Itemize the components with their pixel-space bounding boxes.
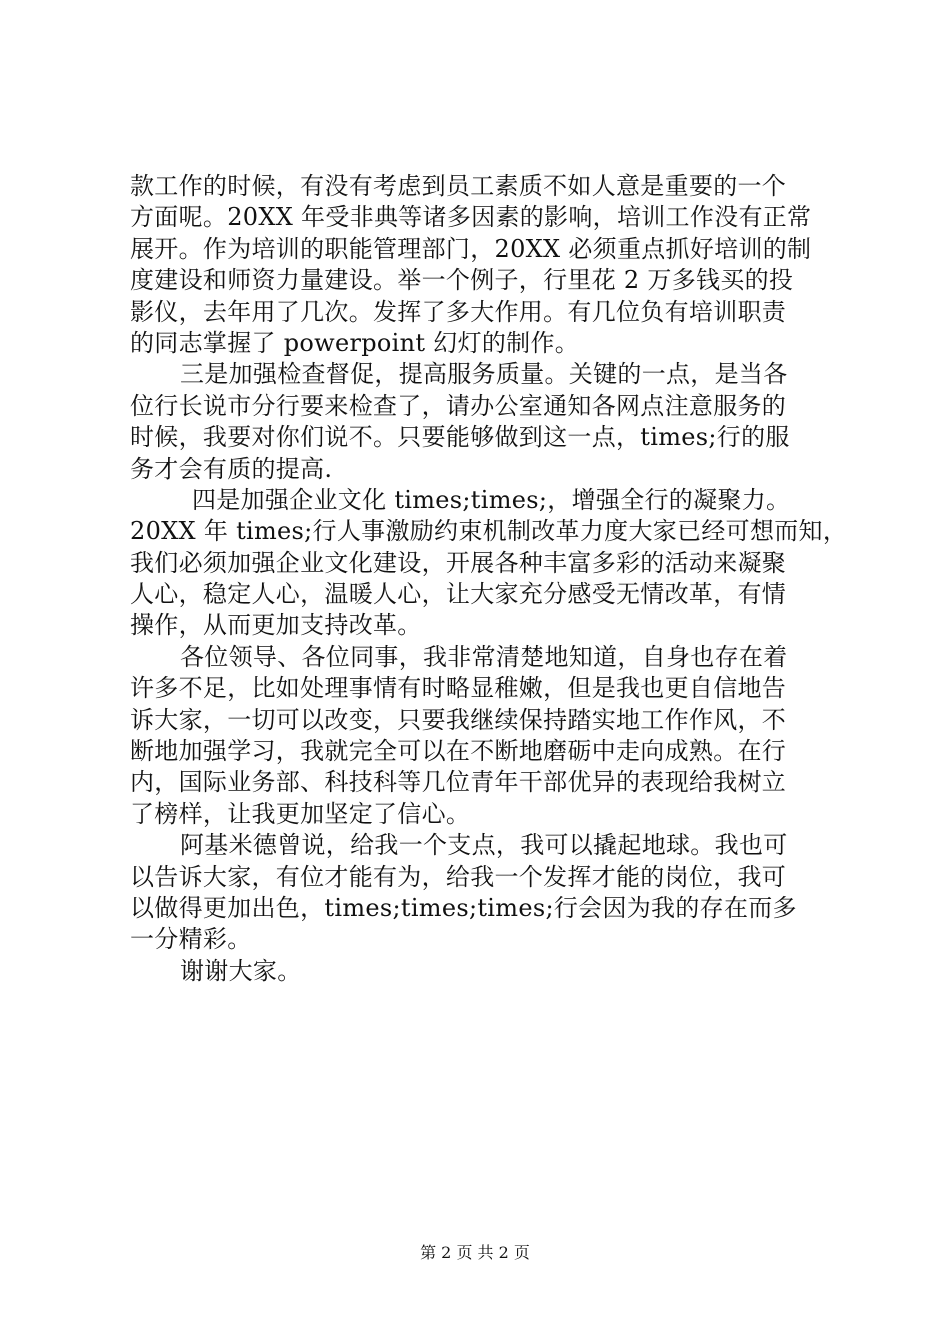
text-line: 断地加强学习，我就完全可以在不断地磨砺中走向成熟。在行 (130, 737, 787, 766)
text-line: 务才会有质的提高. (130, 454, 333, 483)
text-line: 一分精彩。 (130, 925, 252, 954)
text-line: 位行长说市分行要来检查了，请办公室通知各网点注意服务的 (130, 391, 787, 420)
text-line: 我们必须加强企业文化建设，开展各种丰富多彩的活动来凝聚 (130, 548, 787, 577)
text-line: 20XX 年 times;行人事激励约束机制改革力度大家已经可想而知， (130, 517, 848, 546)
text-line: 度建设和师资力量建设。举一个例子，行里花 2 万多钱买的投 (130, 266, 794, 295)
text-line: 以做得更加出色，times;times;times;行会因为我的存在而多 (130, 893, 797, 922)
paragraph-start-line: 各位领导、各位同事，我非常清楚地知道，自身也存在着 (180, 642, 788, 671)
paragraph-start-line: 阿基米德曾说，给我一个支点，我可以撬起地球。我也可 (180, 831, 788, 860)
text-line: 方面呢。20XX 年受非典等诸多因素的影响，培训工作没有正常 (130, 203, 812, 232)
text-line: 操作，从而更加支持改革。 (130, 611, 422, 640)
text-line: 了榜样，让我更加坚定了信心。 (130, 799, 471, 828)
closing-line: 谢谢大家。 (180, 956, 302, 985)
document-body (130, 171, 848, 987)
text-line: 展开。作为培训的职能管理部门，20XX 必须重点抓好培训的制 (130, 234, 812, 263)
paragraph-start-line: 四是加强企业文化 times;times;，增强全行的凝聚力。 (192, 485, 791, 514)
paragraph-start-line: 三是加强检查督促，提高服务质量。关键的一点，是当各 (180, 360, 788, 389)
text-line: 人心，稳定人心，温暖人心，让大家充分感受无情改革，有情 (130, 580, 787, 609)
page-footer: 第 2 页 共 2 页 (420, 1243, 530, 1262)
text-line: 的同志掌握了 powerpoint 幻灯的制作。 (130, 328, 580, 357)
text-line: 影仪，去年用了几次。发挥了多大作用。有几位负有培训职责 (130, 297, 787, 326)
text-line: 以告诉大家，有位才能有为，给我一个发挥才能的岗位，我可 (130, 862, 787, 891)
text-line: 诉大家，一切可以改变，只要我继续保持踏实地工作作风，不 (130, 705, 787, 734)
text-line: 时候，我要对你们说不。只要能够做到这一点，times;行的服 (130, 423, 790, 452)
text-line: 内，国际业务部、科技科等几位青年干部优异的表现给我树立 (130, 768, 787, 797)
text-line: 许多不足，比如处理事情有时略显稚嫩，但是我也更自信地告 (130, 674, 787, 703)
text-line: 款工作的时候，有没有考虑到员工素质不如人意是重要的一个 (130, 172, 787, 200)
